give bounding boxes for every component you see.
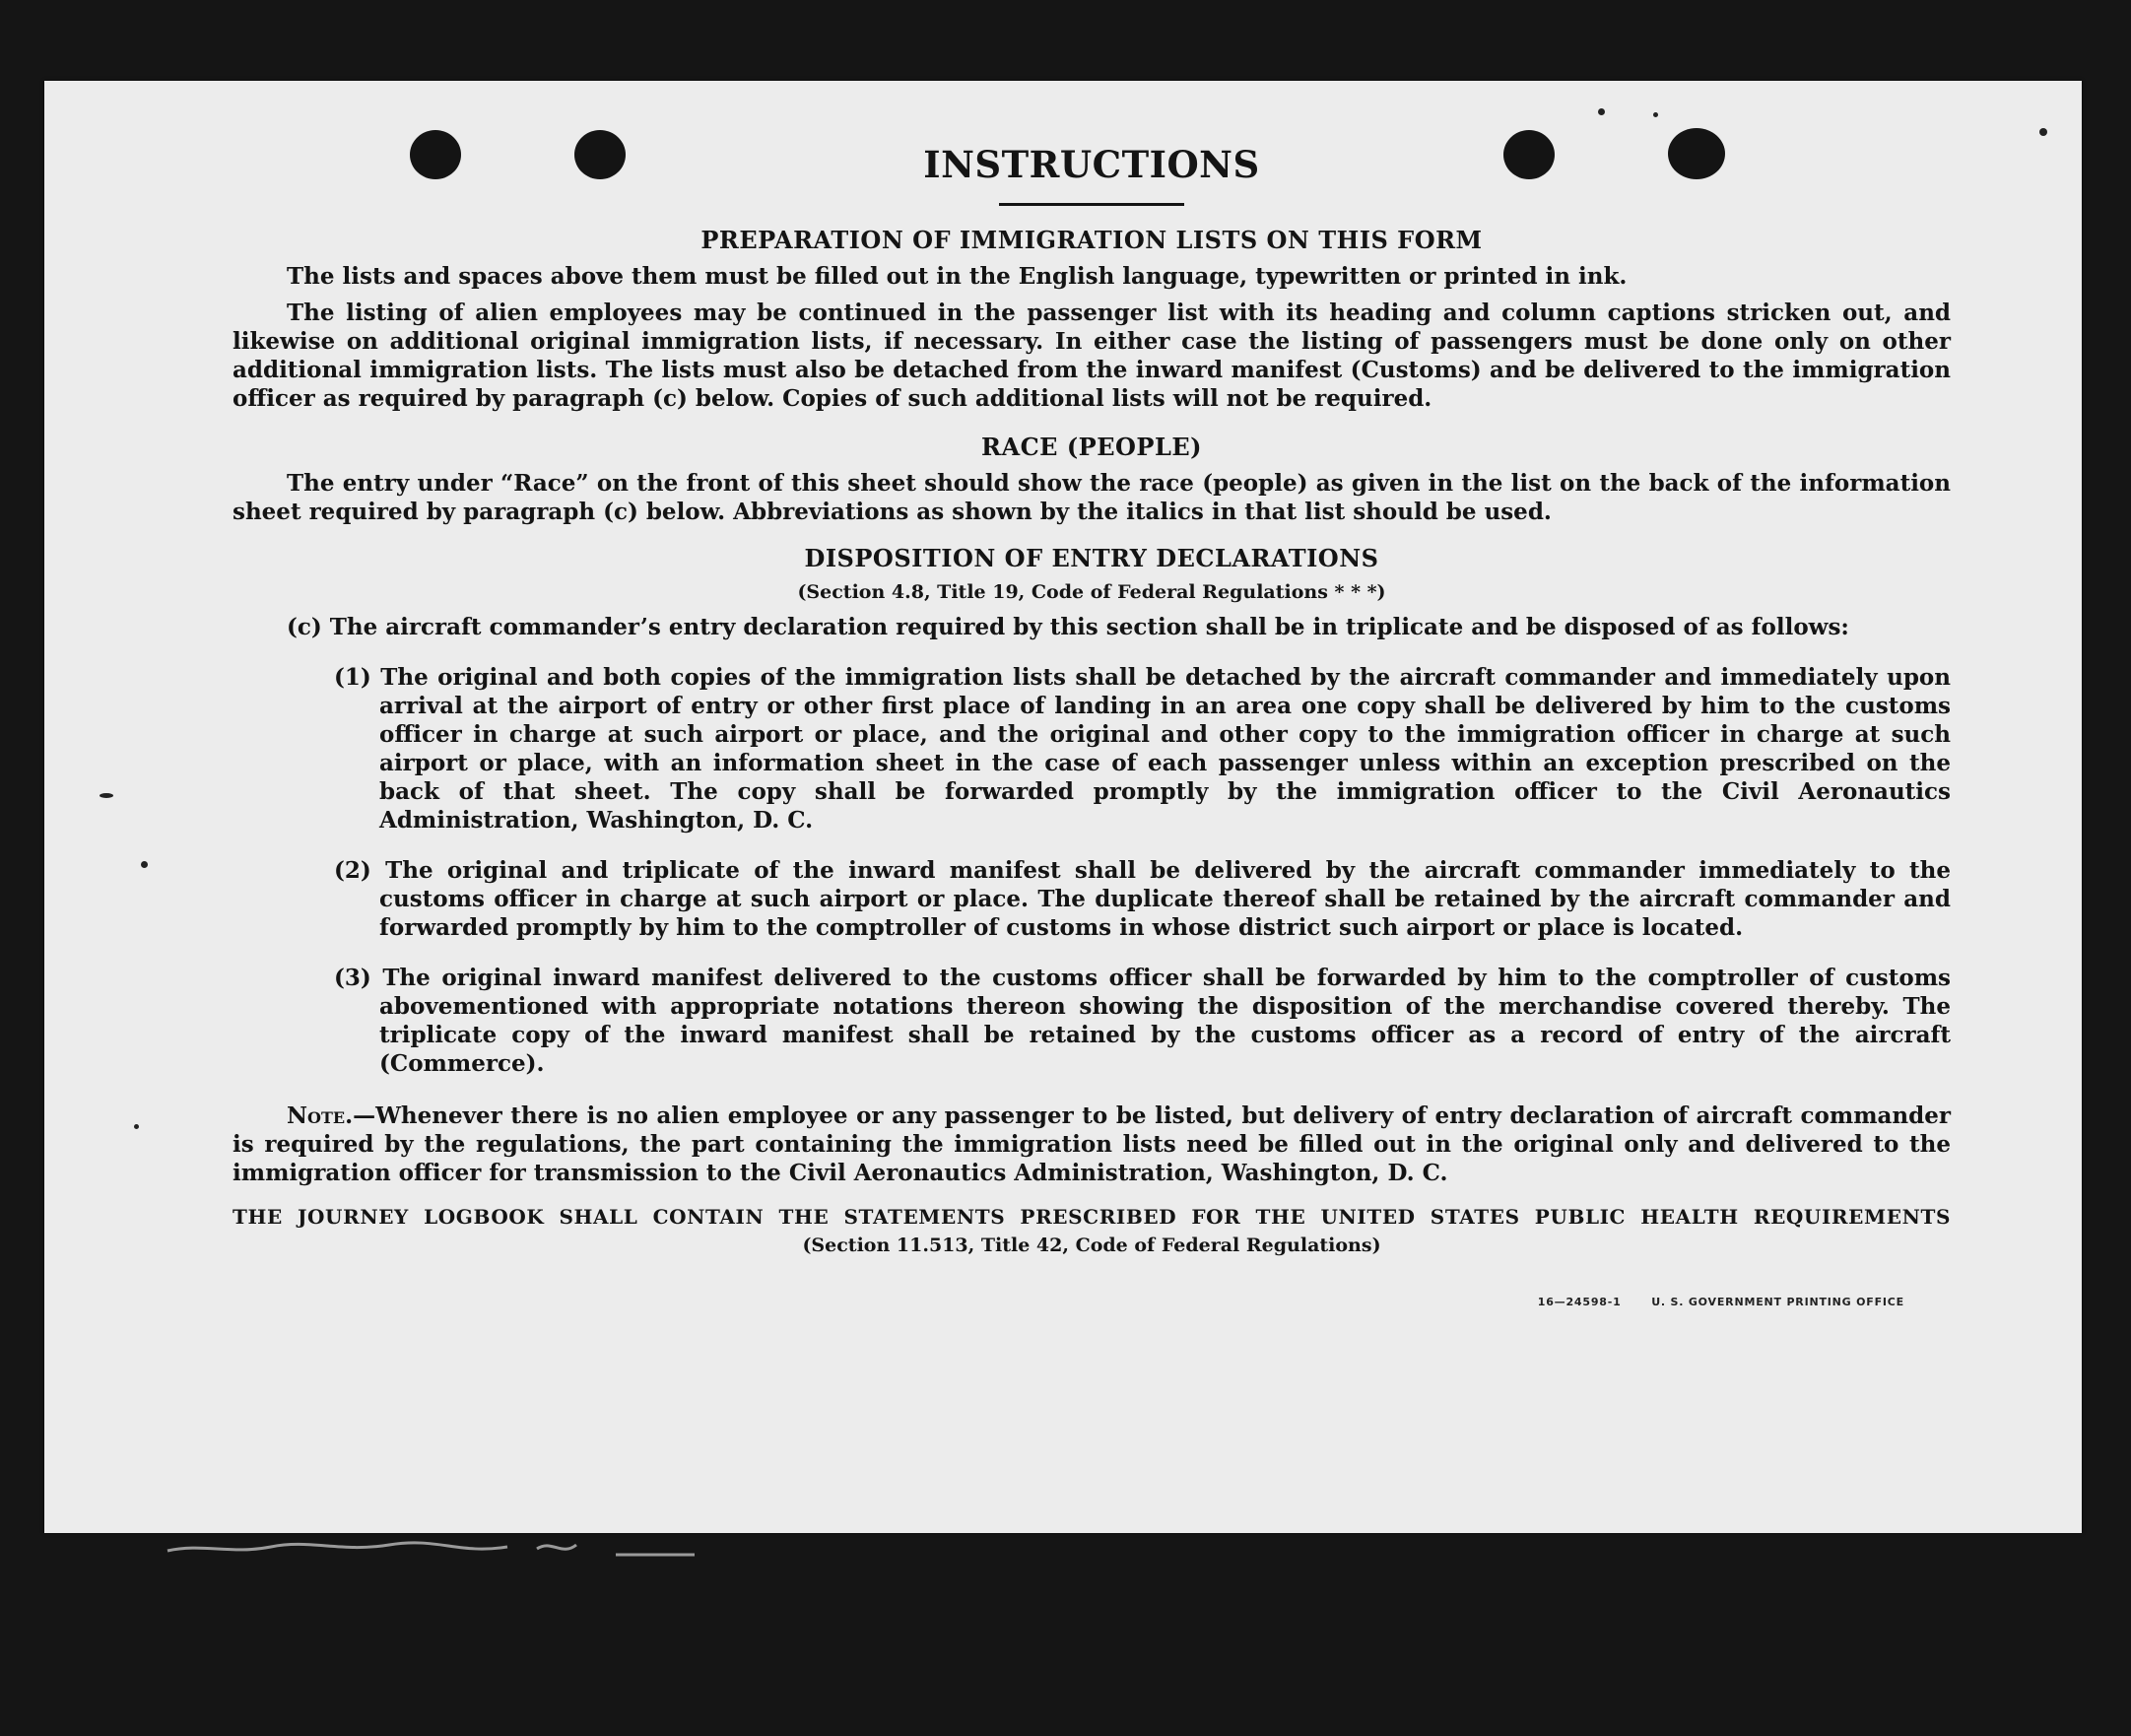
section-heading-disposition: DISPOSITION OF ENTRY DECLARATIONS — [804, 544, 1379, 572]
preparation-paragraph-1: The lists and spaces above them must be filled out in the English language, typewritten or printed in ink. — [287, 263, 1628, 290]
health-requirements-heading: THE JOURNEY LOGBOOK SHALL CONTAIN THE STATEMENTS PRESCRIBED FOR THE UNITED STATES PUBLIC HEALTH REQUIREMENTS — [233, 1205, 1951, 1229]
speck — [134, 1124, 139, 1129]
speck — [2039, 128, 2047, 136]
page-title: INSTRUCTIONS — [923, 143, 1260, 186]
printer-imprint: U. S. GOVERNMENT PRINTING OFFICE — [1651, 1296, 1904, 1308]
disposition-item-3: (3) The original inward manifest delivered to the customs officer shall be forwarded by him to the comptroller of customs abovementioned with appropriate notations thereon showing the disposition of the merchandise covered thereby. The triplicate copy of the inward manifest shall be retained by the customs officer as a record of entry of the aircraft (Commerce). — [334, 965, 1951, 1077]
section-heading-race: RACE (PEOPLE) — [981, 433, 1202, 461]
title-underline — [999, 203, 1184, 206]
speck — [1598, 108, 1605, 115]
speck — [100, 793, 113, 798]
form-code: 16—24598-1 — [1537, 1296, 1622, 1308]
document-page — [44, 81, 2082, 1533]
disposition-citation: (Section 4.8, Title 19, Code of Federal Regulations * * *) — [797, 581, 1386, 603]
instructions-content — [233, 140, 1951, 1260]
speck — [141, 861, 148, 868]
faint-handwritten-mark — [163, 1529, 695, 1569]
note-paragraph — [233, 1102, 1951, 1187]
speck — [1653, 112, 1658, 117]
section-heading-preparation: PREPARATION OF IMMIGRATION LISTS ON THIS FORM — [700, 226, 1483, 254]
note-label: Note. — [287, 1102, 354, 1129]
race-paragraph: The entry under “Race” on the front of this sheet should show the race (people) as given in the list on the back of the information sheet required by paragraph (c) below. Abbreviations as shown by the italics in that list should be used. — [233, 470, 1951, 525]
note-text: —Whenever there is no alien employee or any passenger to be listed, but delivery of entry declaration of aircraft commander is required by the regulations, the part containing the immigration lists need be filled out in the original only and delivered to the immigration officer for transmission to the Civil Aeronautics Administration, Washington, D. C. — [233, 1102, 1951, 1186]
health-requirements-citation: (Section 11.513, Title 42, Code of Federal Regulations) — [802, 1235, 1381, 1256]
disposition-item-1: (1) The original and both copies of the immigration lists shall be detached by the aircraft commander and immediately upon arrival at the airport of entry or other first place of landing in an area one copy shall be delivered by him to the customs officer in charge at such airport or place, and the original and other copy to the immigration officer in charge at such airport or place, with an information sheet in the case of each passenger unless within an exception prescribed on the back of that sheet. The copy shall be forwarded promptly by the immigration officer to the Civil Aeronautics Administration, Washington, D. C. — [334, 664, 1951, 834]
disposition-item-2: (2) The original and triplicate of the inward manifest shall be delivered by the aircraft commander immediately to the customs officer in charge at such airport or place. The duplicate thereof shall be retained by the aircraft commander and forwarded promptly by him to the comptroller of customs in whose district such airport or place is located. — [334, 857, 1951, 941]
preparation-paragraph-2: The listing of alien employees may be continued in the passenger list with its heading and column captions stricken out, and likewise on additional original immigration lists, if necessary. In either case the listing of passengers must be done only on other additional immigration lists. The lists must also be detached from the inward manifest (Customs) and be delivered to the immigration officer as required by paragraph (c) below. Copies of such additional lists will not be required. — [233, 300, 1951, 412]
disposition-paragraph-c: (c) The aircraft commander’s entry declaration required by this section shall be in triplicate and be disposed of as follows: — [287, 614, 1849, 640]
print-footer — [1538, 1296, 1904, 1308]
